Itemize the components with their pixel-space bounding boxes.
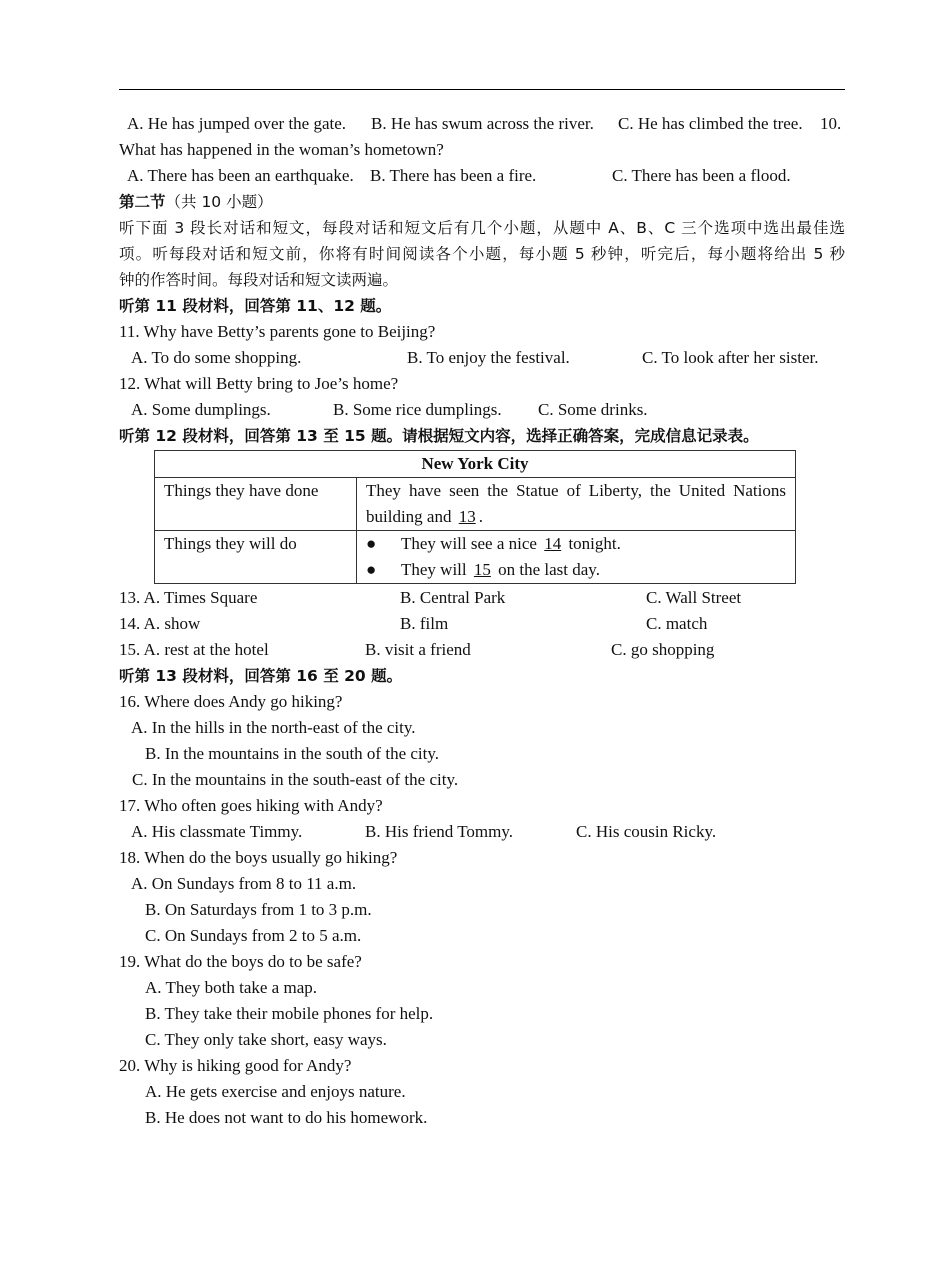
q16-option-b: B. In the mountains in the south of the city. (145, 744, 439, 763)
q12-option-a: A. Some dumplings. (131, 400, 271, 419)
q13-option-a: 13. A. Times Square (119, 588, 258, 607)
q15-option-a: 15. A. rest at the hotel (119, 640, 269, 659)
q19-question: 19. What do the boys do to be safe? (119, 952, 362, 971)
q16-question: 16. Where does Andy go hiking? (119, 692, 343, 711)
q12-question: 12. What will Betty bring to Joe’s home? (119, 374, 399, 393)
q19-option-b: B. They take their mobile phones for help. (145, 1004, 434, 1023)
q9-option-a: A. He has jumped over the gate. (127, 114, 347, 133)
blank-13: 13 (458, 507, 476, 526)
row2-b2-pre: They will (401, 560, 467, 579)
q17-option-a: A. His classmate Timmy. (131, 822, 303, 841)
q20-option-b: B. He does not want to do his homework. (145, 1108, 428, 1127)
section2-title: 第二节 (119, 193, 166, 211)
table-row1-content (357, 478, 796, 531)
q14-option-c: C. match (646, 614, 708, 633)
q18-option-b: B. On Saturdays from 1 to 3 p.m. (145, 900, 372, 919)
q16-option-a: A. In the hills in the north-east of the city. (131, 718, 416, 737)
q19-option-c: C. They only take short, easy ways. (145, 1030, 387, 1049)
q10-options-line (119, 163, 845, 189)
q16-option-c: C. In the mountains in the south-east of the city. (132, 770, 459, 789)
part13-heading: 听第 13 段材料，回答第 16 至 20 题。 (119, 667, 403, 685)
q9-option-b: B. He has swum across the river. (371, 114, 594, 133)
q11-option-b: B. To enjoy the festival. (407, 348, 570, 367)
table-row1-text-b: building and (366, 507, 452, 526)
bullet-icon: ● (366, 560, 377, 579)
q9-option-c: C. He has climbed the tree. (618, 114, 803, 133)
q14-options-line (119, 611, 845, 637)
part12-heading: 听第 12 段材料，回答第 13 至 15 题。请根据短文内容，选择正确答案，完成信息记录表。 (119, 427, 759, 445)
part11-heading: 听第 11 段材料，回答第 11、12 题。 (119, 297, 392, 315)
q17-option-c: C. His cousin Ricky. (576, 822, 717, 841)
q20-question: 20. Why is hiking good for Andy? (119, 1056, 352, 1075)
section2-instructions-1: 听下面 3 段长对话和短文，每段对话和短文后有几个小题，从题中 A、B、C 三个选项中选出最佳选 (119, 219, 845, 237)
q18-option-a: A. On Sundays from 8 to 11 a.m. (131, 874, 357, 893)
row2-b1-pre: They will see a nice (401, 534, 537, 553)
q11-question: 11. Why have Betty’s parents gone to Beijing? (119, 322, 436, 341)
q13-options-line (119, 585, 845, 611)
blank-14: 14 (544, 534, 562, 553)
q15-option-c: C. go shopping (611, 640, 715, 659)
table-row1-end: . (478, 507, 483, 526)
table-row1-text-b-line (366, 504, 786, 530)
q15-option-b: B. visit a friend (365, 640, 471, 659)
q17-question: 17. Who often goes hiking with Andy? (119, 796, 383, 815)
table-row2-bullet1-line (366, 531, 786, 557)
row2-b2-post: on the last day. (498, 560, 600, 579)
table-title: New York City (155, 451, 796, 478)
info-record-table (154, 450, 796, 584)
q12-options-line (119, 397, 845, 423)
q10-number: 10. (820, 114, 842, 133)
q11-option-c: C. To look after her sister. (642, 348, 819, 367)
q15-options-line (119, 637, 845, 663)
q13-option-c: C. Wall Street (646, 588, 742, 607)
q11-options-line (119, 345, 845, 371)
blank-15: 15 (473, 560, 491, 579)
q18-question: 18. When do the boys usually go hiking? (119, 848, 398, 867)
q13-option-b: B. Central Park (400, 588, 506, 607)
q11-option-a: A. To do some shopping. (131, 348, 302, 367)
q10-option-c: C. There has been a flood. (612, 166, 791, 185)
section2-title-line (119, 189, 273, 215)
q10-option-a: A. There has been an earthquake. (127, 166, 354, 185)
q9-options-line (119, 111, 845, 137)
section2-count: （共 10 小题） (165, 193, 273, 211)
q20-option-a: A. He gets exercise and enjoys nature. (145, 1082, 406, 1101)
table-row1-text-a: They have seen the Statue of Liberty, the United Nations (366, 481, 786, 500)
q14-option-a: 14. A. show (119, 614, 201, 633)
q12-option-b: B. Some rice dumplings. (333, 400, 502, 419)
q17-option-b: B. His friend Tommy. (365, 822, 514, 841)
q17-options-line (119, 819, 845, 845)
section2-instructions-3: 钟的作答时间。每段对话和短文读两遍。 (119, 271, 399, 289)
q19-option-a: A. They both take a map. (145, 978, 318, 997)
table-row2-bullet2-line (366, 557, 786, 583)
section2-instructions-2: 项。听每段对话和短文前，你将有时间阅读各个小题，每小题 5 秒钟，听完后，每小题将给出 5 秒 (119, 245, 845, 263)
q10-option-b: B. There has been a fire. (370, 166, 537, 185)
q12-option-c: C. Some drinks. (538, 400, 648, 419)
table-row1-label: Things they have done (155, 478, 357, 531)
table-row2-content (357, 531, 796, 584)
q18-option-c: C. On Sundays from 2 to 5 a.m. (145, 926, 362, 945)
header-rule (119, 89, 845, 90)
q14-option-b: B. film (400, 614, 449, 633)
table-row2-label: Things they will do (155, 531, 357, 584)
q10-question: What has happened in the woman’s hometown? (119, 140, 444, 159)
row2-b1-post: tonight. (568, 534, 621, 553)
bullet-icon: ● (366, 534, 377, 553)
